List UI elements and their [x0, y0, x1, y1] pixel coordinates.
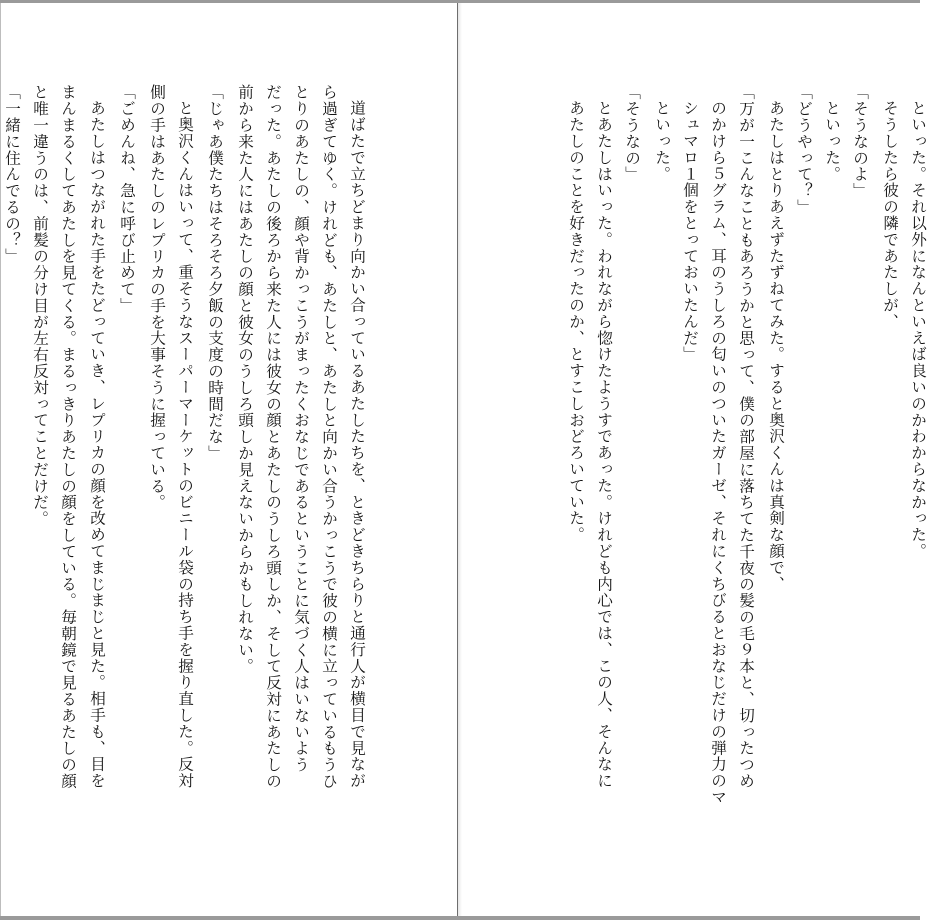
right-page-column-8: のかけら５グラム、耳のうしろの匂いのついたガーゼ、それにくちびるとおなじだけの弾力のマ: [709, 100, 727, 806]
right-page-column-12: とあたしはいった。われながら惚けたようすであった。けれども内心では、この人、そんなに: [595, 100, 613, 789]
left-page-column-2: ら過ぎてゆく。けれども、あたしと、あたしと向かい合うかっこうで彼の横に立っているもうひ: [320, 84, 338, 790]
left-page-column-8: 側の手はあたしのレプリカの手を大事そうに握っている。: [148, 84, 166, 511]
right-page-column-5: 「どうやって？」: [795, 84, 813, 216]
left-page-column-13: 「一緒に住んでるの？」: [3, 84, 21, 265]
right-page-column-13: あたしのことを好きだったのか、とすこしおどろいていた。: [567, 100, 585, 543]
left-page-column-9: 「ごめんね、急に呼び止めて」: [118, 84, 136, 314]
right-page-column-2: そうしたら彼の隣であたしが、: [881, 100, 899, 330]
right-page: [462, 3, 927, 916]
right-page-column-4: といった。: [823, 100, 841, 182]
left-page-column-1: 道ばたで立ちどまり向かい合っているあたしたちを、ときどきちらりと通行人が横目で見なが: [348, 100, 366, 789]
left-page-column-3: とりのあたしの、顔や背かっこうがまったくおなじであるということに気づく人はいないよう: [292, 84, 310, 773]
right-page-column-10: といった。: [653, 100, 671, 182]
left-page-column-12: と唯一違うのは、前髪の分け目が左右反対ってことだけだ。: [31, 84, 49, 527]
left-page-column-6: 「じゃあ僕たちはそろそろ夕飯の支度の時間だな」: [206, 84, 224, 462]
left-page-column-5: 前から来た人にはあたしの顔と彼女のうしろ頭しか見えないからかもしれない。: [236, 84, 254, 675]
left-page-column-11: まんまるくしてあたしを見てくる。まるっきりあたしの顔をしている。毎朝鏡で見るあたしの顔: [59, 84, 77, 790]
left-page: [0, 3, 456, 916]
left-page-column-4: だった。あたしの後ろから来た人には彼女の顔とあたしのうしろ頭しか、そして反対にあたしの: [264, 84, 282, 790]
right-page-column-11: 「そうなの」: [623, 84, 641, 183]
right-page-column-9: シュマロ１個をとっておいたんだ」: [681, 100, 699, 363]
right-page-column-6: あたしはとりあえずたずねてみた。すると奥沢くんは真剣な顔で、: [767, 100, 785, 592]
right-page-column-3: 「そうなのよ」: [851, 84, 869, 199]
right-page-column-1: といった。それ以外になんといえば良いのかわからなかった。: [909, 100, 927, 560]
left-page-column-7: と奥沢くんはいって、重そうなスーパーマーケットのビニール袋の持ち手を握り直した。反対: [176, 100, 194, 789]
left-page-column-10: あたしはつながれた手をたどっていき、レプリカの顔を改めてまじまじと見た。相手も、目を: [88, 100, 106, 789]
right-page-column-7: 「万が一こんなこともあろうかと思って、僕の部屋に落ちてた千夜の髪の毛９本と、切ったつめ: [737, 84, 755, 790]
